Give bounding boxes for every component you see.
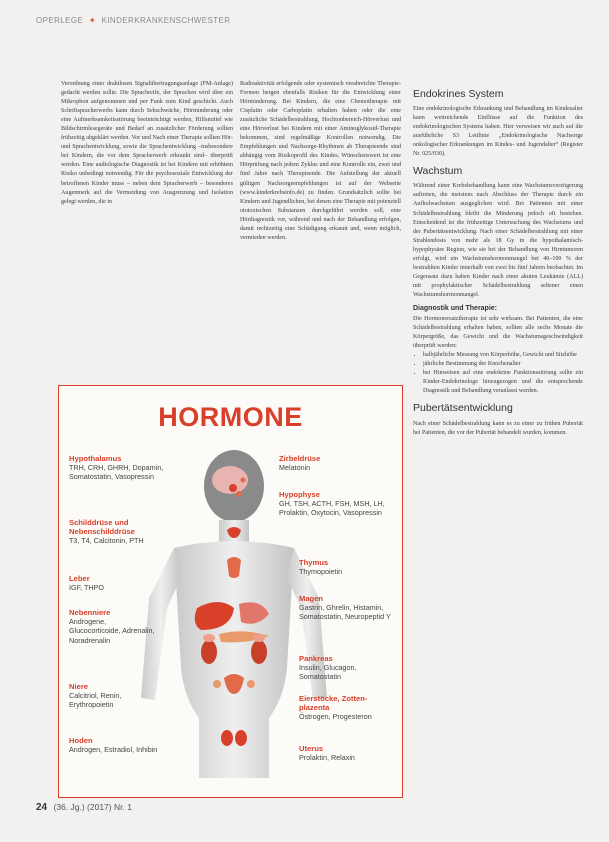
pituitary-dot xyxy=(236,491,242,497)
label-pankreas: Pankreas Insulin, Glucagon, Somatostatin xyxy=(299,654,357,682)
paragraph-pubertaet: Nach einer Schädelbestrahlung kann es zu einer zu frühen Pubertät bei Patienten, die vor der Pubertät behandelt wurden, kommen. xyxy=(413,420,583,436)
label-nebenniere: Nebenniere Androgene, Glucocorticoide, Adrenalin, Noradrenalin xyxy=(69,608,155,645)
testis-right xyxy=(235,730,247,746)
diagnostik-list xyxy=(413,351,583,396)
infobox-title: HORMONE xyxy=(158,402,303,432)
paragraph-wachstum: Während einer Krebsbehandlung kann eine Wachstumsverzögerung auftreten, die meistens nach Abschluss der Therapie durch ein Aufholwachstum ausgeglichen wird. Bei Patienten mit einer Schädelbestrahlung bleibt die Minderung jedoch oft bestehen. Entscheidend ist die frühzeitige Untersuchung des Wachstums und der Pubertätsentwicklung. Nach einer Schädelbestrahlung mit einer Strahlendosis von mehr als 18 Gy in die hypothalamisch-hypophysäre Region, wie sie bei der Behandlung von Hirntumoren erfolgt, wird ein Wachstumshormonmangel bei 40–100 % der bestrahlten Kinder innerhalb von zwei bis fünf Jahren beobachtet. Im Gegensatz dazu haben Kinder nach einer akuten Leukämie (ALL) mit prophylaktischer Schädelbestrahlung seltener einen Wachstumshormonmangel. xyxy=(413,183,583,298)
label-thymus: Thymus Thymopoietin xyxy=(299,558,343,577)
column-1-paragraph: Verordnung einer drahtlosen Signalübertragungsanlage (FM-Anlage) gedacht werden sollte. Die Sprachreife, der Sprachen wird über ein Mikrophon aufgenommen und per Funk zum Kind geschickt. Auch Schriftspracherwerbs kann durch Sehschwäche, Hörminderung oder eine Aufmerksamkeitsstörung beeinträchtigt werden, Hilfsmittel wie Bildschirmlesegeräte und Bedarf an zusätzlicher Förderung sollten frühzeitig abgeklärt werden. Vor und Nach einer Therapie sollten Hör- und Sprachentwicklung, sowie die Sprachentwicklung –insbesondere bei Kindern, die vor dem Spracherwerb erkrankt sind– überprüft werden. Eine audiologische Diagnostik ist bei Kindern mit erhöhtem Risiko unbedingt notwendig. Für die psychosoziale Entwicklung der betroffenen Kinder muss – neben dem Spracherwerb – besonderes Augenmerk auf die Vermeidung von Ausgrenzung und Isolation gelegt werden, die in xyxy=(61,81,233,205)
heading-wachstum: Wachstum xyxy=(413,165,463,178)
label-magen: Magen Gastrin, Ghrelin, Histamin, Somatostatin, Neuropeptid Y xyxy=(299,594,391,622)
heading-endokrines-system: Endokrines System xyxy=(413,88,504,100)
testis-left xyxy=(221,730,233,746)
page-number: 24 xyxy=(36,802,48,813)
ovary-left xyxy=(213,680,221,688)
text-column-1 xyxy=(61,80,233,207)
label-leber: Leber IGF, THPO xyxy=(69,574,105,593)
heading-pubertaet: Pubertätsentwicklung xyxy=(413,402,513,415)
label-schilddruese: Schilddrüse und Nebenschilddrüse T3, T4, Calcitonin, PTH xyxy=(69,518,144,546)
label-hoden: Hoden Androgen, Estradiol, Inhibin xyxy=(69,736,158,755)
thymus-shape xyxy=(227,557,241,578)
page-header xyxy=(36,16,230,25)
list-item: • jährliche Bestimmung der Knochenalter xyxy=(423,360,583,369)
label-uterus: Uterus Prolaktin, Relaxin xyxy=(299,744,355,763)
paragraph-diagnostik: Die Hormonersatztherapie ist sehr wirksam. Bei Patienten, die eine Schädelbestrahlung erhalten haben, sollten alle sechs Monate die Körpergröße, das Gewicht und die Wachstumsgeschwindigkeit überprüft werden: xyxy=(413,316,583,350)
hormone-infobox xyxy=(58,385,403,798)
label-hypophyse: Hypophyse GH, TSH, ACTH, FSH, MSH, LH, Prolaktin, Oxytocin, Vasopressin xyxy=(279,490,385,518)
kidney-left xyxy=(201,640,217,664)
text-column-2 xyxy=(240,80,401,243)
adrenal-right xyxy=(253,634,265,642)
column-2-paragraph: Radioaktivität erfolgende oder systemisch verabreichte Therapie-Formen bergen ebenfalls Risiken für die Entwicklung einer Hörminderung. Bei Kindern, die eine Chemotherapie mit Cisplatin oder Carboplatin erhalten haben oder die eine zusätzliche Schädelbestrahlung, Hochtonbereich-Hörverlust und eine Hörverlust bei Kindern mit einer Aminoglykosid-Therapie bekommen, sind regelmäßige Kontrollen notwendig. Die Empfehlungen und Nachsorge-Rhythmen ab Therapieende sind abhängig vom Risikoprofil des Kindes. Wünschenswert ist eine Hörprüfung nach jedem Zyklus und eine Kontrolle ein, zwei und fünf Jahre nach Therapieende. Die Aufstellung der aktuell gültigen Nachsorgeempfehlungen ist auf der Webseite (www.kinderkrebsinfo.de) zu finden. Grundsätzlich sollte bei Kindern und Jugendlichen, bei denen eine Therapie mit potenziell ototoxischen Substanzen durchgeführt werden soll, eine Hördiagnostik vor, während und nach der Behandlung erfolgen, damit rechtzeitig eine Schädigung erkannt und, wenn möglich, vermieden werden. xyxy=(240,81,401,241)
list-item: • bei Hinweisen auf eine endokrine Funktionsstörung sollte ein Kinder-Endokrinologe hinzugezogen und die entsprechende Diagnostik und Behandlung veranlasst werden. xyxy=(423,369,583,396)
ovary-right xyxy=(247,680,255,688)
hypothalamus-dot xyxy=(229,484,237,492)
label-zirbeldruese: Zirbeldrüse Melatonin xyxy=(279,454,321,473)
header-separator-icon: ✦ xyxy=(88,16,96,25)
header-section: OPERLEGE xyxy=(36,16,84,25)
label-hypothalamus: Hypothalamus TRH, CRH, GHRH, Dopamin, Somatostatin, Vasopressin xyxy=(69,454,164,482)
header-subsection: KINDERKRANKENSCHWESTER xyxy=(101,16,231,25)
kidney-right xyxy=(251,640,267,664)
list-item: • halbjährliche Messung von Körperhöhe, Gewicht und Sitzhöhe xyxy=(423,351,583,360)
heading-diagnostik: Diagnostik und Therapie: xyxy=(413,304,498,312)
adrenal-left xyxy=(203,634,215,642)
page-footer xyxy=(36,802,132,813)
label-niere: Niere Calcitriol, Renin, Erythropoietin xyxy=(69,682,122,710)
issue-citation: (36. Jg.) (2017) Nr. 1 xyxy=(53,802,132,812)
label-eierstoecke: Eierstöcke, Zotten-plazenta Östrogen, Progesteron xyxy=(299,694,372,722)
pineal-dot xyxy=(241,478,246,483)
text-column-3 xyxy=(413,90,583,438)
paragraph-endokrines: Eine endokrinologische Erkrankung und Behandlung im Kindesalter kann weitreichende Einflüsse auf die Funktion des endokrinologischen Systems haben. Hier verweisen wir auch auf die ausführliche S3 Leitlinie „Endokrinologische Nachsorge onkologischer Erkrankungen im Kindes- und Jugendalter“ (Register Nr. 025/030). xyxy=(413,106,583,158)
